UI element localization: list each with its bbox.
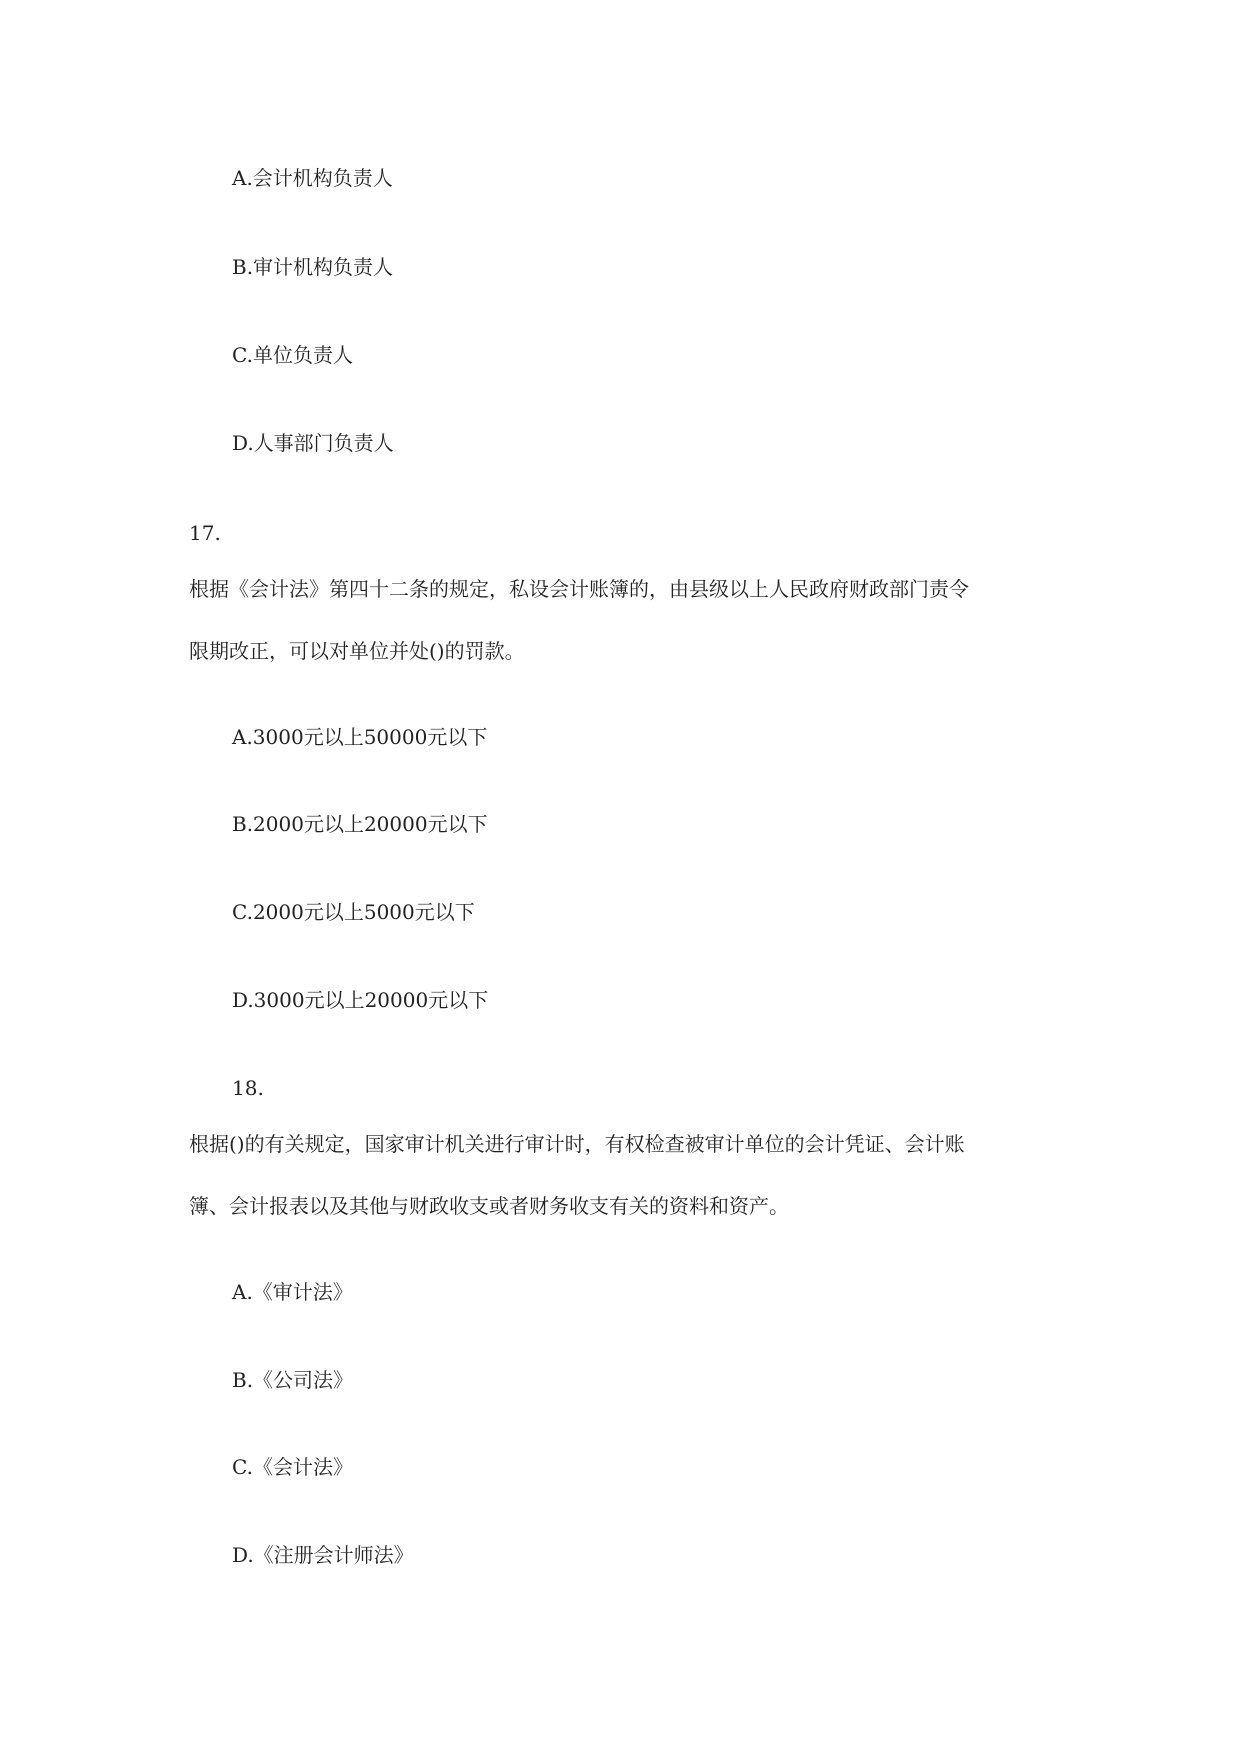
option-d: D.人事部门负责人 — [232, 431, 394, 455]
option-b: B.审计机构负责人 — [232, 255, 394, 279]
option-a: A.《审计法》 — [232, 1280, 353, 1304]
option-b: B.《公司法》 — [232, 1368, 354, 1392]
option-c: C.2000元以上5000元以下 — [232, 900, 475, 924]
option-c: C.单位负责人 — [232, 343, 353, 367]
option-c: C.《会计法》 — [232, 1455, 353, 1479]
question-number: 17. — [189, 521, 221, 545]
question-stem-line: 限期改正，可以对单位并处()的罚款。 — [189, 639, 525, 663]
question-stem-line: 簿、会计报表以及其他与财政收支或者财务收支有关的资料和资产。 — [189, 1194, 789, 1218]
option-d: D.3000元以上20000元以下 — [232, 988, 489, 1012]
option-b: B.2000元以上20000元以下 — [232, 812, 488, 836]
question-stem-line: 根据()的有关规定，国家审计机关进行审计时，有权检查被审计单位的会计凭证、会计账 — [189, 1132, 965, 1156]
question-number: 18. — [232, 1076, 264, 1100]
question-stem-line: 根据《会计法》第四十二条的规定，私设会计账簿的，由县级以上人民政府财政部门责令 — [189, 577, 969, 601]
option-a: A.3000元以上50000元以下 — [232, 725, 488, 749]
option-d: D.《注册会计师法》 — [232, 1543, 414, 1567]
option-a: A.会计机构负责人 — [232, 166, 393, 190]
